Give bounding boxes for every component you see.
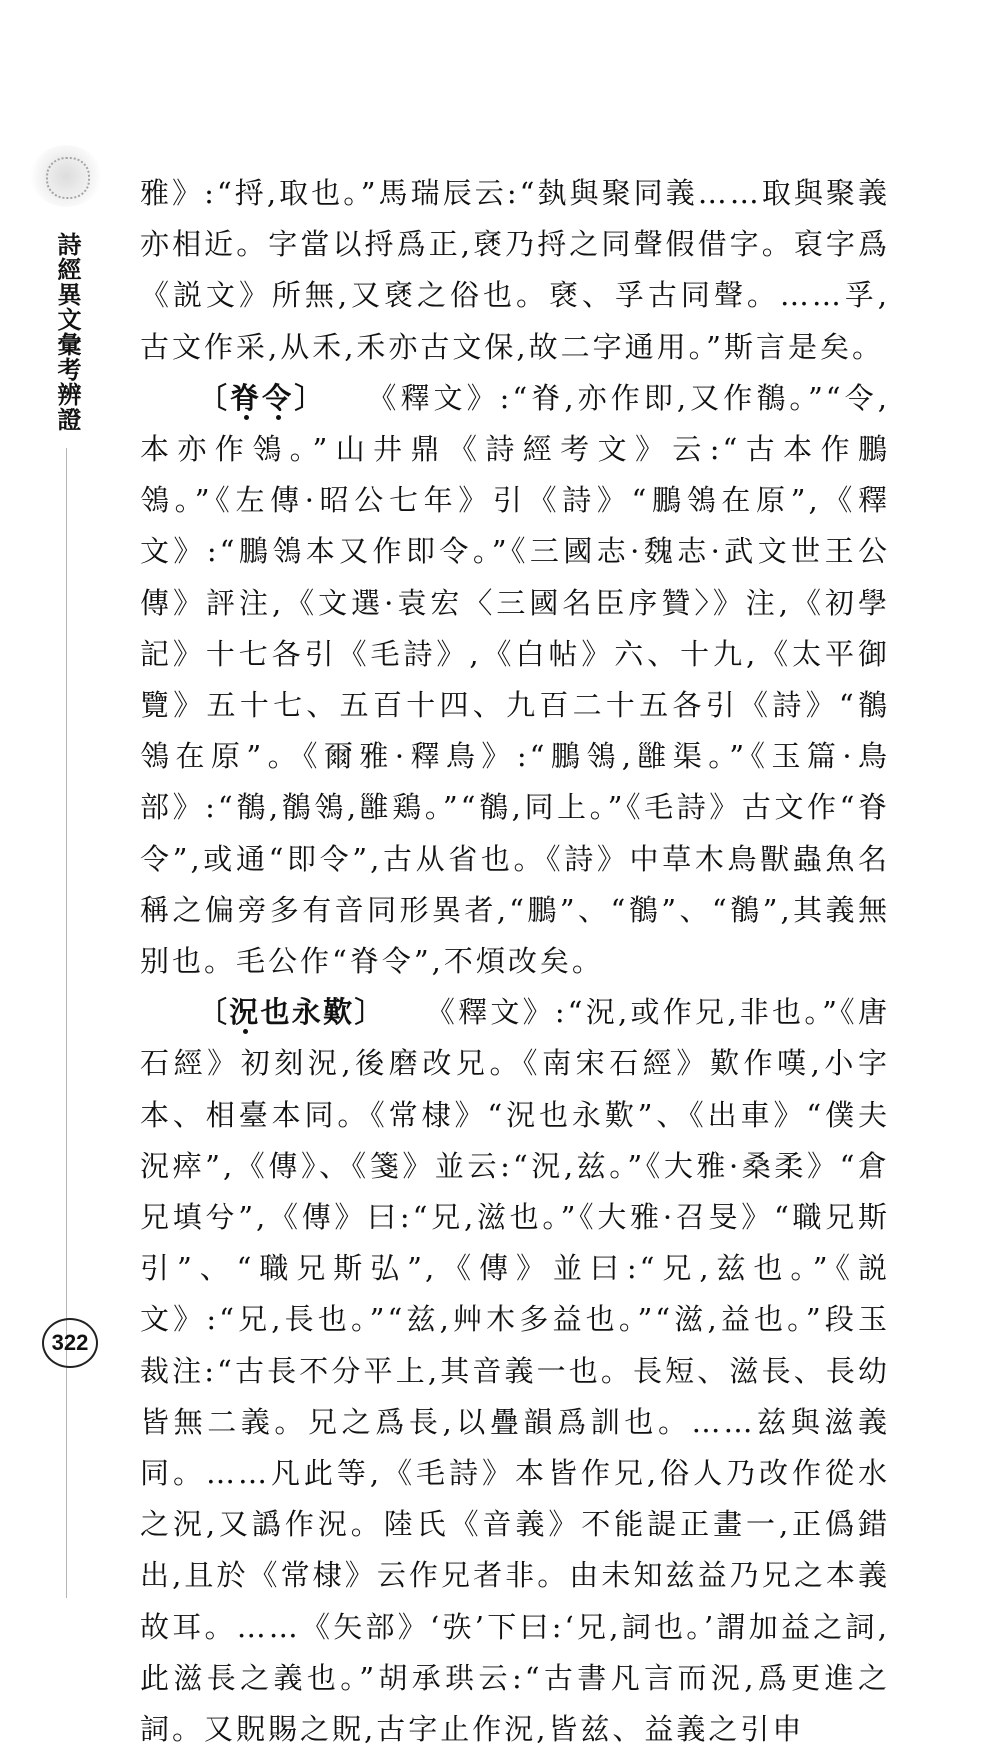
heading-rest: 也永歎	[260, 995, 355, 1030]
bracket-close: 〕	[294, 380, 327, 415]
heading-char-dotted: 令	[262, 380, 295, 415]
page-number: 322	[42, 1318, 98, 1368]
entry-text: 《釋文》:“脊,亦作即,又作鶺。”“令,本亦作鴒。”山井鼎《詩經考文》云:“古本作鵬鴒。”《左傳·昭公七年》引《詩》“鵬鴒在原”,《釋文》:“鵬鴒本又作即令。”《三國志·魏志·武文世王公傳》評注,《文選·袁宏〈三國名臣序贊〉》注,《初學記》十七各引《毛詩》,《白帖》六、十九,《太平御覽》五十七、五百十四、九百二十五各引《詩》“鶺鴒在原”。《爾雅·釋鳥》:“鵬鴒,雝渠。”《玉篇·鳥部》:“鶺,鶺鴒,雝鶏。”“鶺,同上。”《毛詩》古文作“脊令”,或通“即令”,古从省也。《詩》中草木鳥獸蟲魚名稱之偏旁多有音同形異者,“鵬”、“鶺”、“鶺”,其義無别也。毛公作“脊令”,不煩改矣。	[140, 380, 890, 979]
margin-rule	[66, 448, 67, 1598]
heading-char-dotted: 況	[229, 995, 261, 1030]
entry-heading	[198, 381, 326, 415]
entry-heading	[198, 995, 386, 1029]
entry-kuangye	[140, 987, 890, 1755]
paragraph-continued: 雅》:“捋,取也。”馬瑞辰云:“埶與聚同義……取與聚義亦相近。字當以捋爲正,褎乃捋之同聲假借字。裒字爲《説文》所無,又褎之俗也。褎、孚古同聲。……孚,古文作采,从禾,禾亦古文保,故二字通用。”斯言是矣。	[140, 176, 890, 364]
decorative-ornament	[30, 145, 102, 207]
page-body	[140, 168, 890, 1755]
bracket-open: 〔	[198, 380, 231, 415]
entry-jiling	[140, 373, 890, 987]
entry-text: 《釋文》:“況,或作兄,非也。”《唐石經》初刻況,後磨改兄。《南宋石經》歎作嘆,小字本、相臺本同。《常棣》“況也永歎”、《出車》“僕夫況瘁”,《傳》、《箋》並云:“況,兹。”《大雅·桑柔》“倉兄填兮”,《傳》曰:“兄,滋也。”《大雅·召旻》“職兄斯引”、“職兄斯弘”,《傳》並曰:“兄,兹也。”《説文》:“兄,長也。”“兹,艸木多益也。”“滋,益也。”段玉裁注:“古長不分平上,其音義一也。長短、滋長、長幼皆無二義。兄之爲長,以疊韻爲訓也。……兹與滋義同。……凡此等,《毛詩》本皆作兄,俗人乃改作從水之況,又譌作況。陸氏《音義》不能諟正畫一,正僞錯出,且於《常棣》云作兄者非。由未知兹益乃兄之本義故耳。……《矢部》‘矤’下曰:‘兄,詞也。’謂加益之詞,此滋長之義也。”胡承珙云:“古書凡言而況,爲更進之詞。又貺賜之貺,古字止作況,皆兹、益義之引申	[140, 995, 890, 1747]
bracket-close: 〕	[354, 995, 386, 1030]
heading-char-dotted: 脊	[230, 380, 263, 415]
running-title: 詩經異文彙考辨證	[53, 232, 82, 432]
bracket-open: 〔	[198, 995, 230, 1030]
